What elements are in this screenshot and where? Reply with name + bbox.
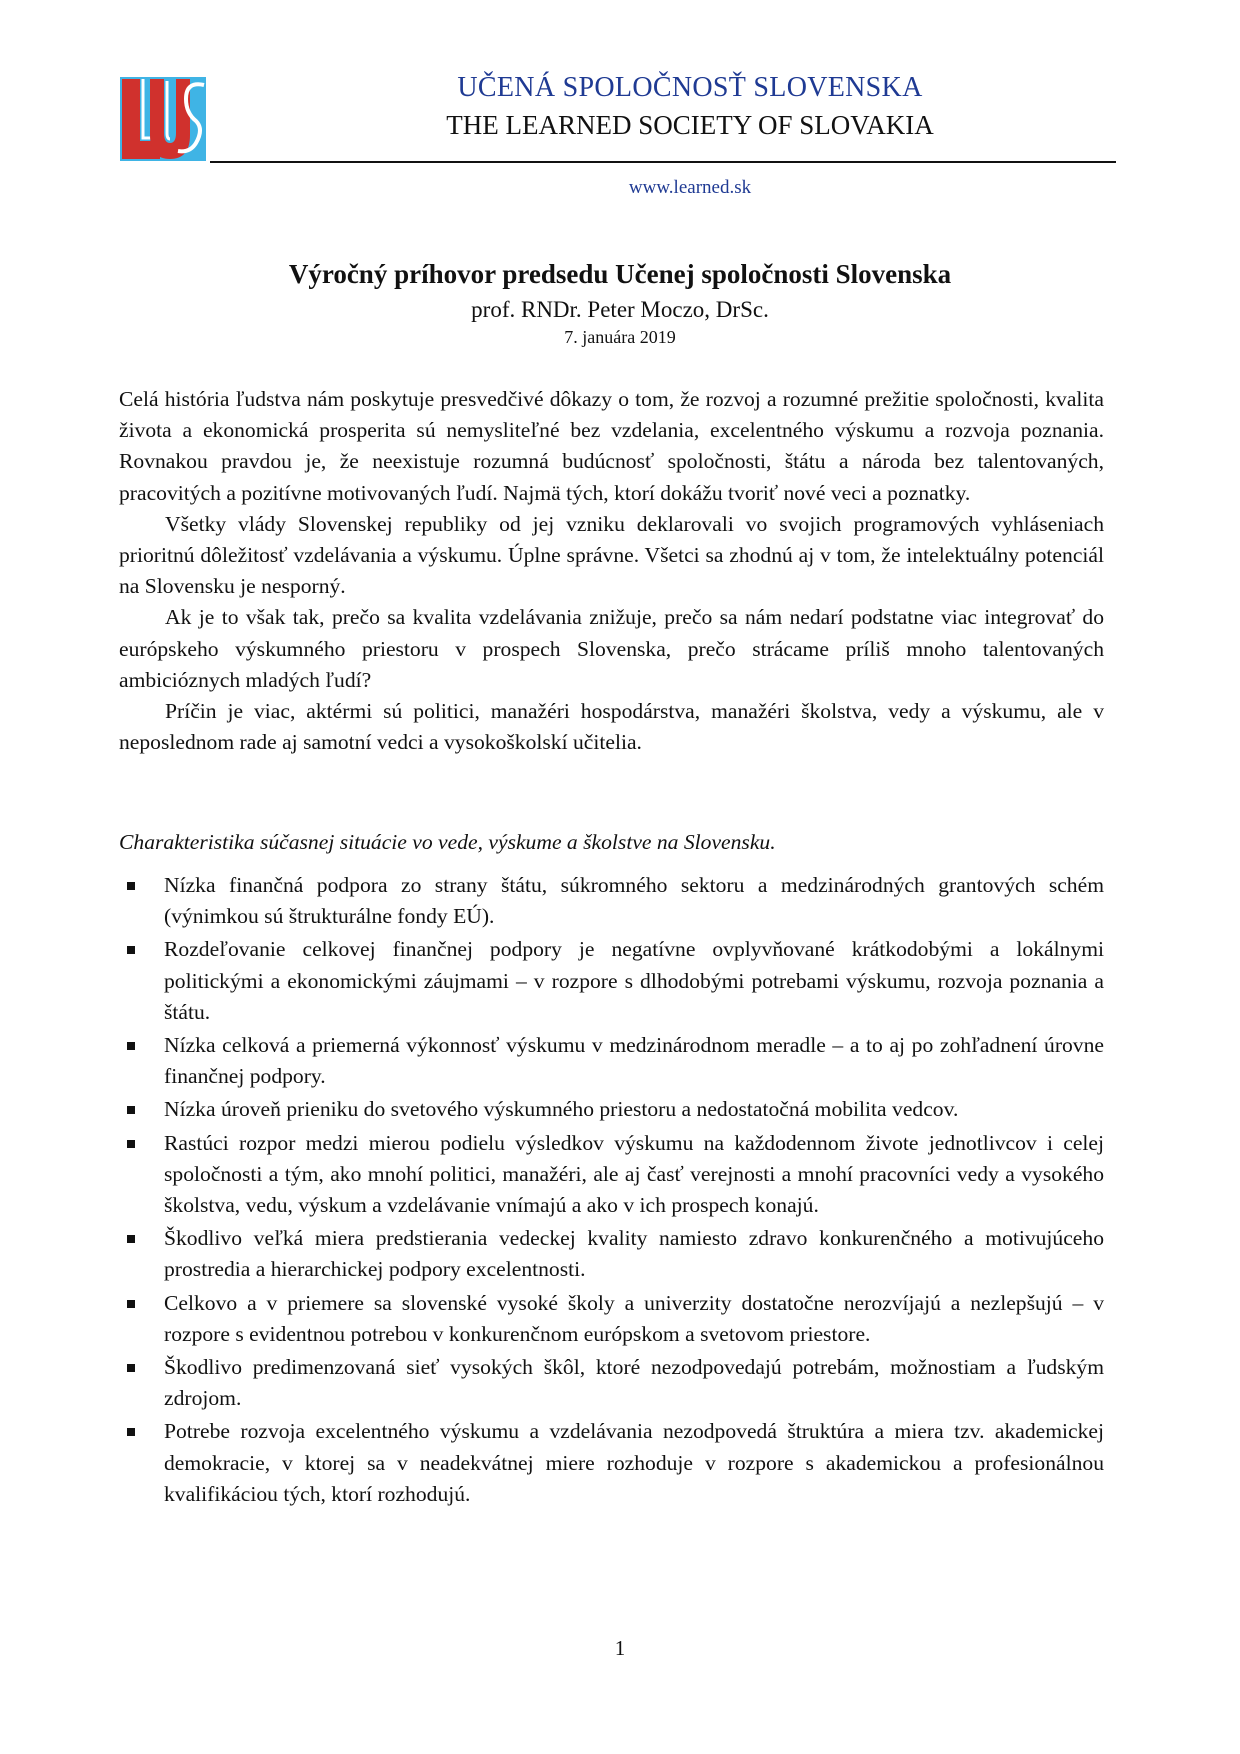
paragraph: Celá história ľudstva nám poskytuje presvedčivé dôkazy o tom, že rozvoj a rozumné prežitie spoločnosti, kvalita života a ekonomická prosperita sú nemysliteľné bez vzdelania, excelentného výskumu a rozvoja poznania. Rovnakou pravdou je, že neexistuje rozumná budúcnosť spoločnosti, štátu a národa bez talentovaných, pracovitých a pozitívne motivovaných ľudí. Najmä tých, ktorí dokážu tvoriť nové veci a poznatky. xyxy=(119,387,1104,505)
list-item-text: Škodlivo predimenzovaná sieť vysokých škôl, ktoré nezodpovedajú potrebám, možnostiam a ľudským zdrojom. xyxy=(164,1355,1104,1411)
situation-bullet-list xyxy=(119,870,1104,1512)
list-item xyxy=(119,870,1104,932)
list-item-text: Potrebe rozvoja excelentného výskumu a vzdelávania nezodpovedá štruktúra a miera tzv. akademickej demokracie, v ktorej sa v neadekvátnej miere rozhoduje v rozpore s akademickou a profesionálnou kvalifikáciou tých, ktorí rozhodujú. xyxy=(164,1419,1104,1506)
bullet-square-icon xyxy=(127,1140,135,1148)
bullet-square-icon xyxy=(127,882,135,890)
list-item xyxy=(119,1352,1104,1414)
list-item-text: Nízka úroveň prieniku do svetového výskumného priestoru a nedostatočná mobilita vedcov. xyxy=(164,1097,959,1122)
list-item-text: Nízka celková a priemerná výkonnosť výskumu v medzinárodnom meradle – a to aj po zohľadnení úrovne finančnej podpory. xyxy=(164,1033,1104,1089)
bullet-square-icon xyxy=(127,1428,135,1436)
list-item xyxy=(119,1288,1104,1350)
bullet-square-icon xyxy=(127,1106,135,1114)
list-item xyxy=(119,934,1104,1028)
page-number: 1 xyxy=(614,1636,626,1660)
list-item xyxy=(119,1223,1104,1285)
bullet-square-icon xyxy=(127,1364,135,1372)
bullet-square-icon xyxy=(127,1300,135,1308)
learned-society-logo-icon xyxy=(120,77,206,161)
list-item xyxy=(119,1094,1104,1125)
header-divider xyxy=(210,161,1116,163)
bullet-square-icon xyxy=(127,1235,135,1243)
list-item xyxy=(119,1416,1104,1510)
list-item-text: Rastúci rozpor medzi mierou podielu výsledkov výskumu na každodennom živote jednotlivcov i celej spoločnosti a tým, ako mnohí politici, manažéri, ale aj časť verejnosti a mnohí pracovníci vedy a vysokého školstva, vedu, výskum a vzdelávanie vnímajú a ako v ich prospech konajú. xyxy=(164,1130,1104,1218)
paragraph: Všetky vlády Slovenskej republiky od jej vzniku deklarovali vo svojich programových vyhláseniach prioritnú dôležitosť vzdelávania a výskumu. Úplne správne. Všetci sa zhodnú aj v tom, že intelektuálny potenciál na Slovensku je nesporný. xyxy=(119,511,1104,599)
list-item-text: Rozdeľovanie celkovej finančnej podpory je negatívne ovplyvňované krátkodobými a lokálnymi politickými a ekonomickými záujmami – v rozpore s dlhodobými potrebami výskumu, rozvoja poznania a štátu. xyxy=(164,937,1104,1024)
section-heading: Charakteristika súčasnej situácie vo vede, výskume a školstve na Slovensku. xyxy=(119,830,776,854)
list-item-text: Celkovo a v priemere sa slovenské vysoké školy a univerzity dostatočne nerozvíjajú a nezlepšujú – v rozpore s evidentnou potrebou v konkurenčnom európskom a svetovom priestore. xyxy=(164,1290,1104,1346)
paragraph: Príčin je viac, aktérmi sú politici, manažéri hospodárstva, manažéri školstva, vedy a výskumu, ale v neposlednom rade aj samotní vedci a vysokoškolskí učitelia. xyxy=(119,699,1104,755)
bullet-square-icon xyxy=(127,946,135,954)
list-item xyxy=(119,1128,1104,1222)
document-date: 7. januára 2019 xyxy=(564,327,676,347)
document-body xyxy=(119,384,1104,758)
document-author: prof. RNDr. Peter Moczo, DrSc. xyxy=(471,297,769,322)
paragraph: Ak je to však tak, prečo sa kvalita vzdelávania znižuje, prečo sa nám nedarí podstatne viac integrovať do európskeho výskumného priestoru v prospech Slovenska, prečo strácame príliš mnoho talentovaných ambicióznych mladých ľudí? xyxy=(119,605,1104,692)
list-item xyxy=(119,1030,1104,1092)
organization-name-slovak: UČENÁ SPOLOČNOSŤ SLOVENSKA xyxy=(457,72,923,103)
website-link[interactable]: www.learned.sk xyxy=(628,177,752,198)
list-item-text: Nízka finančná podpora zo strany štátu, súkromného sektoru a medzinárodných grantových schém (výnimkou sú štrukturálne fondy EÚ). xyxy=(164,873,1104,929)
document-title: Výročný príhovor predsedu Učenej spoločnosti Slovenska xyxy=(288,259,952,289)
list-item-text: Škodlivo veľká miera predstierania vedeckej kvality namiesto zdravo konkurenčného a motivujúceho prostredia a hierarchickej podpory excelentnosti. xyxy=(164,1226,1104,1282)
bullet-square-icon xyxy=(127,1042,135,1050)
organization-name-english: THE LEARNED SOCIETY OF SLOVAKIA xyxy=(446,110,934,140)
